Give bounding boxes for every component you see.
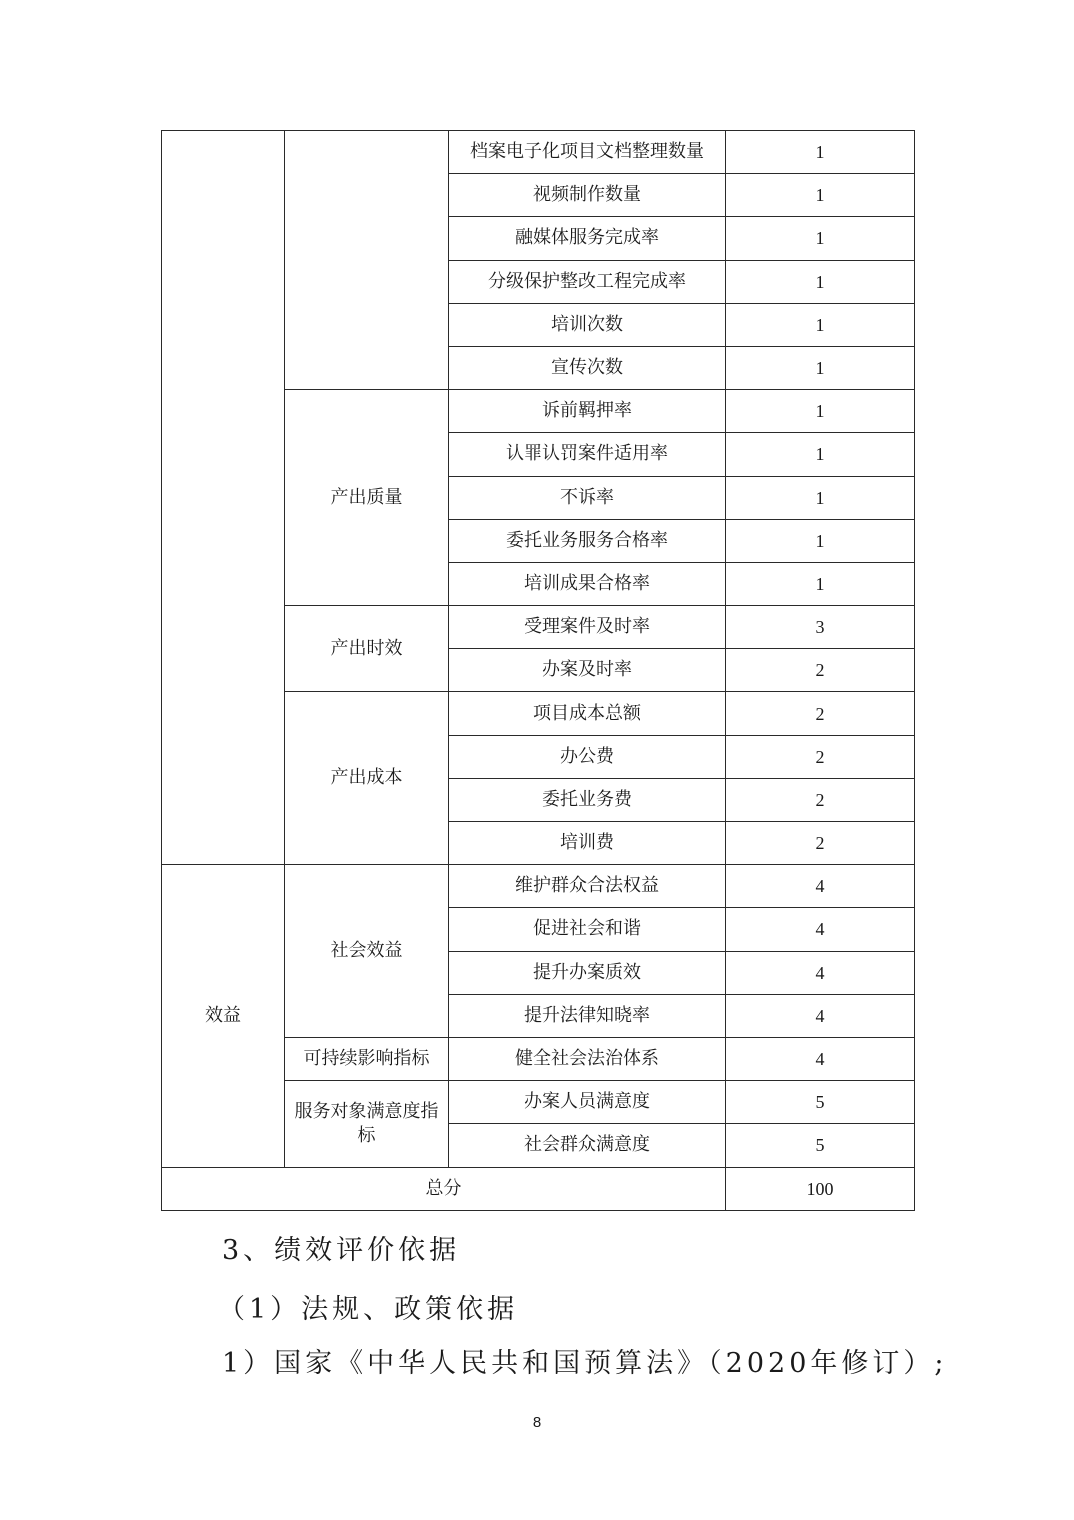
score-cell: 1	[726, 346, 915, 389]
indicator-cell: 社会群众满意度	[449, 1124, 726, 1167]
score-cell: 3	[726, 606, 915, 649]
group-output-timeliness: 产出时效	[285, 606, 449, 692]
total-value: 100	[726, 1167, 915, 1210]
indicator-cell: 维护群众合法权益	[449, 865, 726, 908]
level2-output-quantity-cell	[285, 131, 449, 390]
score-cell: 2	[726, 778, 915, 821]
score-cell: 4	[726, 908, 915, 951]
indicator-cell: 培训次数	[449, 303, 726, 346]
total-row	[162, 1167, 915, 1210]
indicator-cell: 办案人员满意度	[449, 1081, 726, 1124]
indicator-cell: 认罪认罚案件适用率	[449, 433, 726, 476]
level1-output-cell	[162, 131, 285, 865]
group-benefit: 效益	[162, 865, 285, 1167]
indicator-cell: 分级保护整改工程完成率	[449, 260, 726, 303]
indicator-cell: 培训费	[449, 822, 726, 865]
score-cell: 4	[726, 1037, 915, 1080]
indicator-cell: 提升法律知晓率	[449, 994, 726, 1037]
indicator-cell: 办公费	[449, 735, 726, 778]
performance-indicator-table	[161, 130, 915, 1211]
group-satisfaction	[285, 1081, 449, 1167]
score-cell: 1	[726, 433, 915, 476]
score-cell: 1	[726, 174, 915, 217]
score-cell: 1	[726, 390, 915, 433]
table-row	[162, 131, 915, 174]
indicator-cell: 受理案件及时率	[449, 606, 726, 649]
score-cell: 2	[726, 692, 915, 735]
score-cell: 4	[726, 951, 915, 994]
indicator-cell: 项目成本总额	[449, 692, 726, 735]
indicator-cell: 诉前羁押率	[449, 390, 726, 433]
score-cell: 1	[726, 562, 915, 605]
score-cell: 1	[726, 131, 915, 174]
group-sustainable: 可持续影响指标	[285, 1037, 449, 1080]
list-item: 1）国家《中华人民共和国预算法》（2020年修订）;	[222, 1348, 948, 1379]
indicator-cell: 档案电子化项目文档整理数量	[449, 131, 726, 174]
score-cell: 2	[726, 822, 915, 865]
indicator-cell: 促进社会和谐	[449, 908, 726, 951]
score-cell: 1	[726, 260, 915, 303]
score-cell: 1	[726, 303, 915, 346]
group-satisfaction-label: 服务对象满意度指标	[294, 1100, 439, 1146]
indicator-cell: 不诉率	[449, 476, 726, 519]
score-cell: 5	[726, 1081, 915, 1124]
score-cell: 1	[726, 476, 915, 519]
indicator-cell: 培训成果合格率	[449, 562, 726, 605]
indicator-cell: 提升办案质效	[449, 951, 726, 994]
indicator-cell: 办案及时率	[449, 649, 726, 692]
score-cell: 4	[726, 865, 915, 908]
score-cell: 2	[726, 735, 915, 778]
score-cell: 5	[726, 1124, 915, 1167]
table-row	[162, 865, 915, 908]
indicator-cell: 委托业务费	[449, 778, 726, 821]
score-cell: 4	[726, 994, 915, 1037]
group-output-quality: 产出质量	[285, 390, 449, 606]
section-heading: 3、绩效评价依据	[222, 1235, 461, 1266]
group-output-cost: 产出成本	[285, 692, 449, 865]
indicator-cell: 健全社会法治体系	[449, 1037, 726, 1080]
score-cell: 1	[726, 217, 915, 260]
indicator-cell: 视频制作数量	[449, 174, 726, 217]
subsection-heading: （1）法规、政策依据	[218, 1294, 519, 1325]
indicator-cell: 融媒体服务完成率	[449, 217, 726, 260]
page-number: 8	[532, 1414, 542, 1431]
indicator-cell: 宣传次数	[449, 346, 726, 389]
score-cell: 2	[726, 649, 915, 692]
indicator-cell: 委托业务服务合格率	[449, 519, 726, 562]
score-cell: 1	[726, 519, 915, 562]
group-social-benefit: 社会效益	[285, 865, 449, 1038]
total-label: 总分	[162, 1167, 726, 1210]
